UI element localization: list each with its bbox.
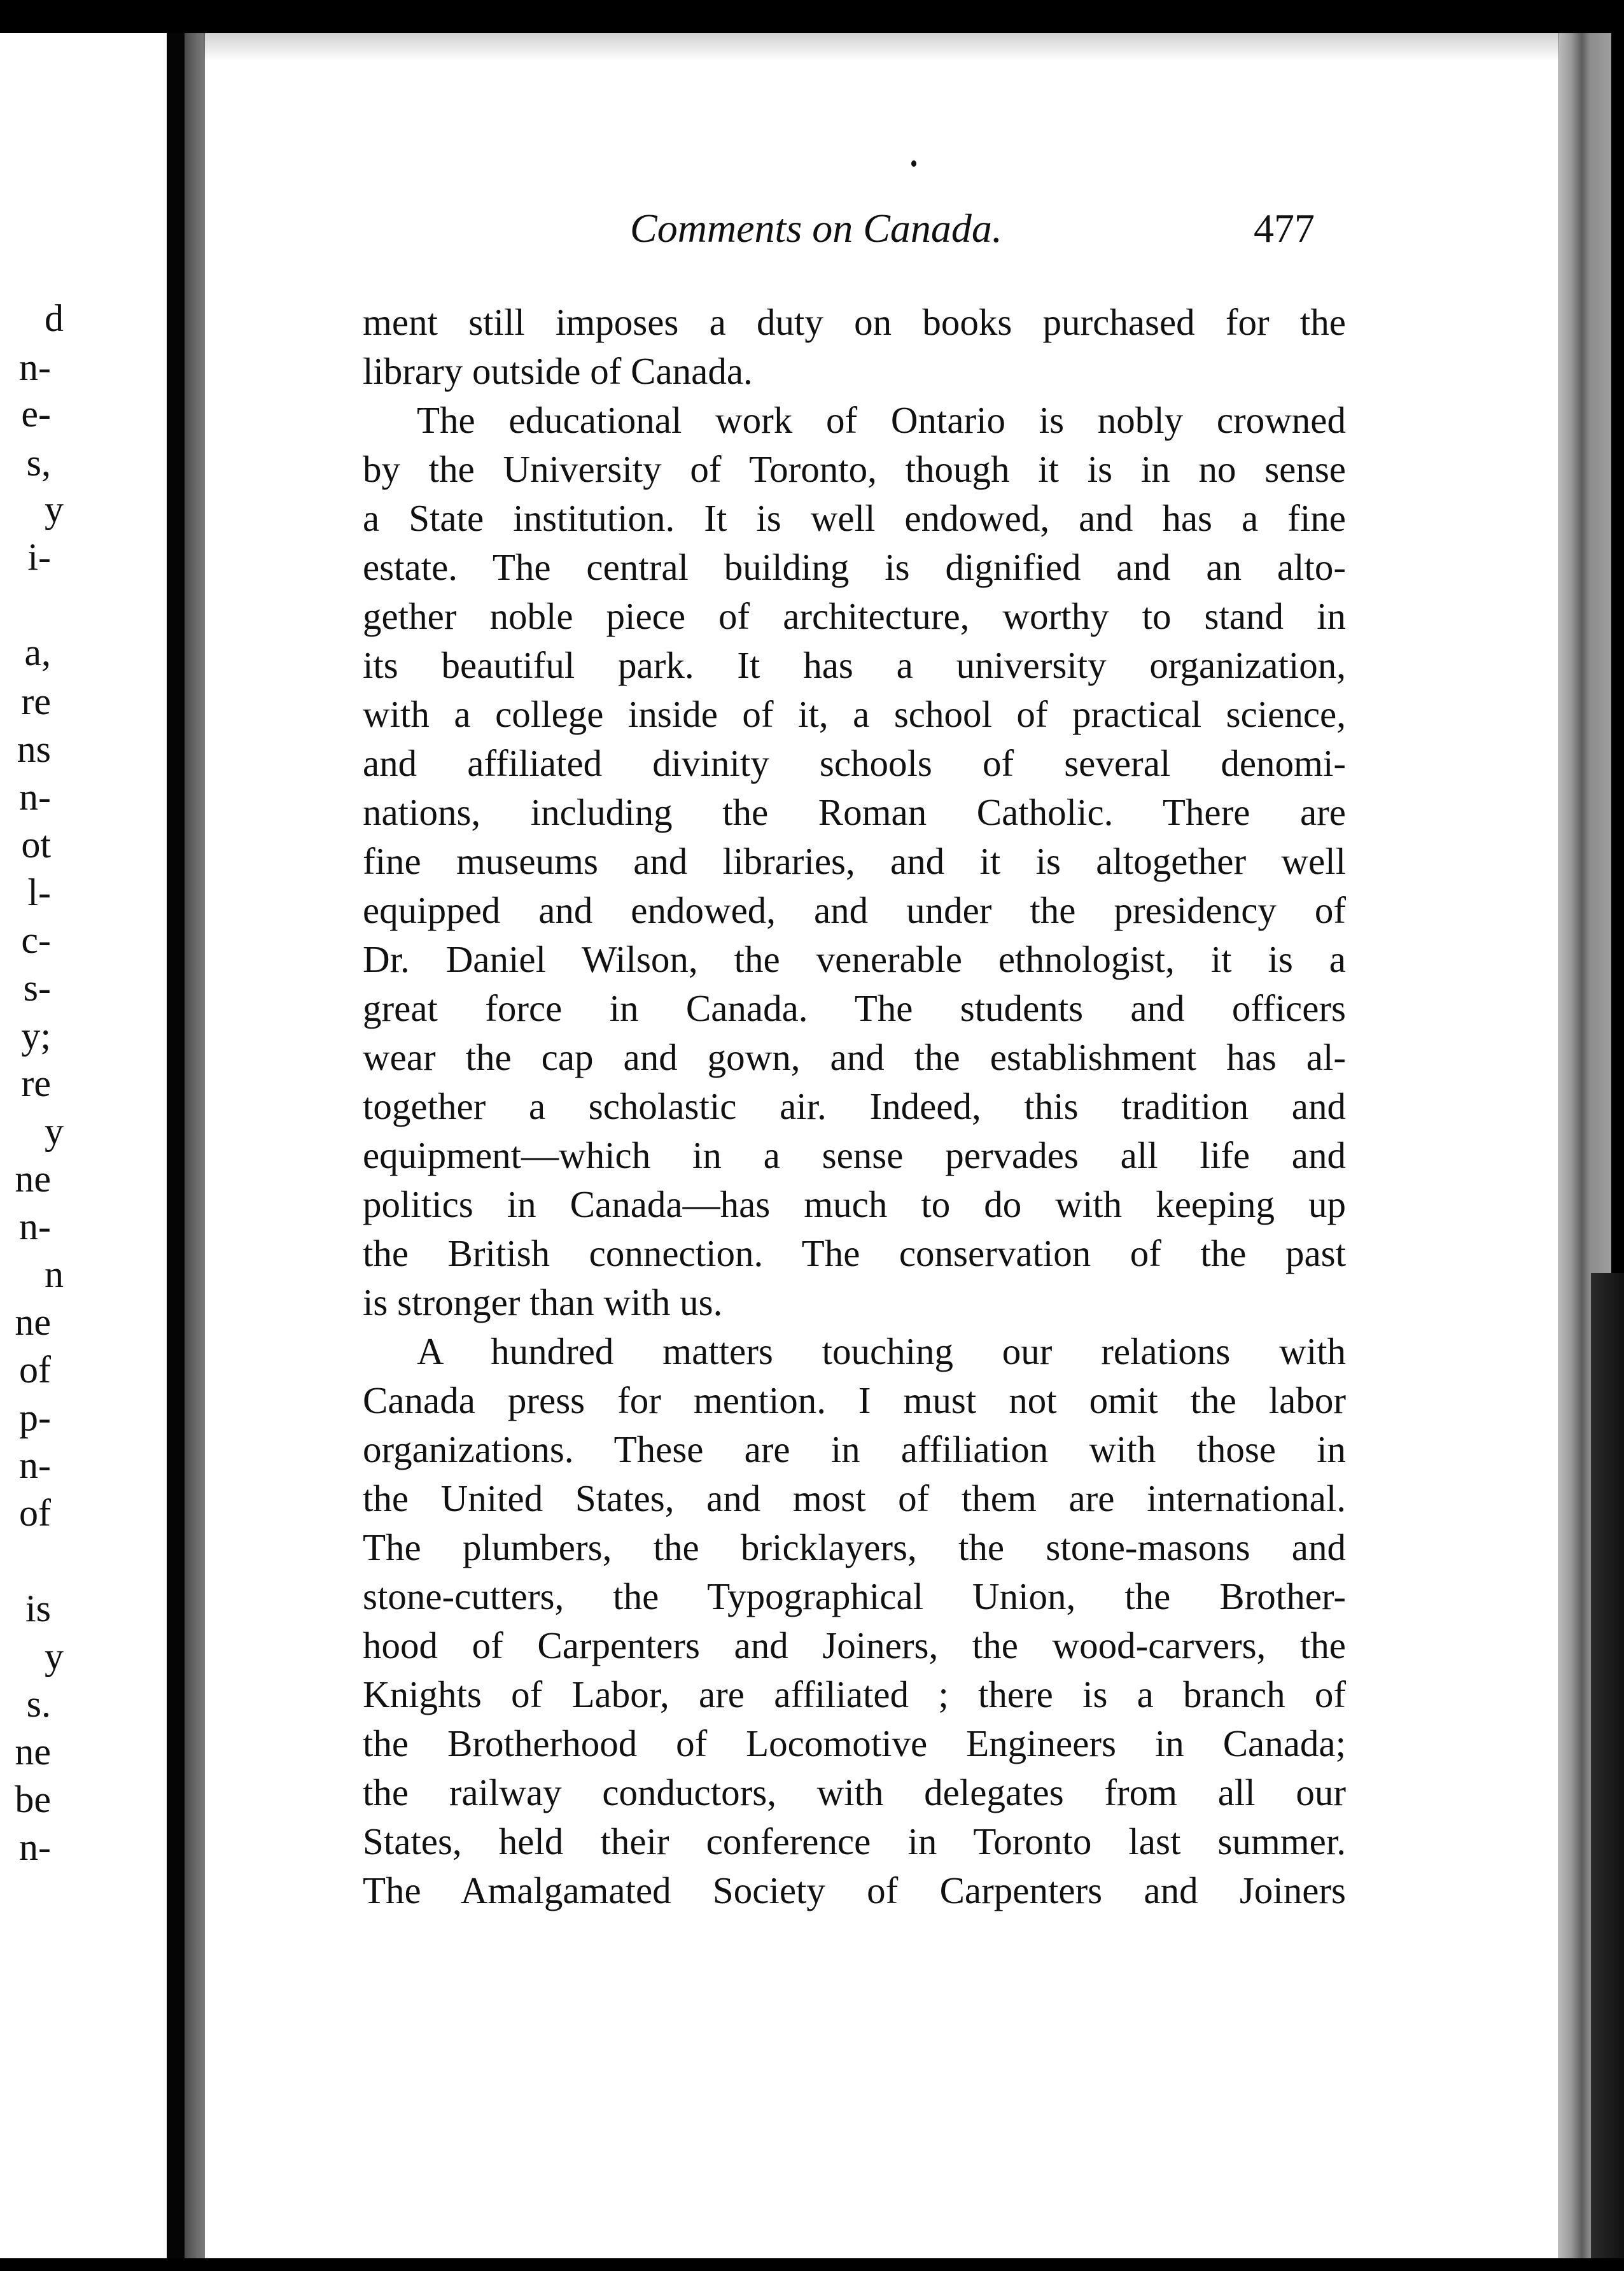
text-line: great force in Canada. The students and officers <box>363 987 1346 1029</box>
text-line: with a college inside of it, a school of practical science, <box>363 693 1346 735</box>
previous-page-line-ending: of <box>19 1492 51 1534</box>
text-line: estate. The central building is dignified and an alto- <box>363 546 1346 588</box>
previous-page-fragment <box>0 28 171 2262</box>
previous-page-line-ending: ns <box>17 728 51 770</box>
text-line: Dr. Daniel Wilson, the venerable ethnologist, it is a <box>363 938 1346 980</box>
previous-page-line-ending: d <box>45 297 64 339</box>
running-head <box>630 205 1330 262</box>
text-line: its beautiful park. It has a university organization, <box>363 644 1346 686</box>
previous-page-line-ending: s- <box>23 967 51 1009</box>
text-line: The plumbers, the bricklayers, the stone-masons and <box>363 1526 1346 1568</box>
page-edge-shadow <box>1591 1273 1624 2260</box>
previous-page-line-ending: re <box>21 1062 51 1104</box>
text-line: nations, including the Roman Catholic. There are <box>363 791 1346 833</box>
previous-page-line-ending: a, <box>24 631 51 673</box>
scan-top-border <box>0 0 1624 33</box>
text-line: politics in Canada—has much to do with keeping up <box>363 1183 1346 1225</box>
previous-page-line-ending: i- <box>27 536 51 578</box>
text-line: fine museums and libraries, and it is altogether well <box>363 840 1346 882</box>
running-head-title: Comments on Canada. <box>630 206 1002 251</box>
previous-page-line-ending: c- <box>21 919 51 961</box>
text-line: is stronger than with us. <box>363 1281 723 1323</box>
previous-page-line-ending: n- <box>19 776 51 818</box>
previous-page-line-ending: y <box>45 1110 64 1152</box>
text-line: States, held their conference in Toronto last summer. <box>363 1820 1346 1862</box>
text-line: together a scholastic air. Indeed, this tradition and <box>363 1085 1346 1127</box>
text-line: stone-cutters, the Typographical Union, the Brother- <box>363 1575 1346 1617</box>
previous-page-line-ending: ot <box>21 824 51 866</box>
text-line: The Amalgamated Society of Carpenters and Joiners <box>363 1869 1346 1911</box>
text-line: library outside of Canada. <box>363 350 753 392</box>
previous-page-line-ending: ne <box>15 1731 51 1773</box>
previous-page-line-ending: y; <box>21 1015 51 1057</box>
text-line: Knights of Labor, are affiliated ; there is a branch of <box>363 1673 1346 1715</box>
text-line: A hundred matters touching our relations with <box>417 1330 1346 1372</box>
text-line: The educational work of Ontario is nobly crowned <box>417 399 1346 441</box>
previous-page-line-ending: y <box>45 1635 64 1677</box>
previous-page-line-ending: y <box>45 488 64 530</box>
text-line: Canada press for mention. I must not omit the labor <box>363 1379 1346 1421</box>
text-line: the Brotherhood of Locomotive Engineers in Canada; <box>363 1722 1346 1764</box>
previous-page-line-ending: ne <box>15 1301 51 1343</box>
text-line: hood of Carpenters and Joiners, the wood-carvers, the <box>363 1624 1346 1666</box>
previous-page-line-ending: n- <box>19 1826 51 1868</box>
body-text <box>363 298 1346 1915</box>
text-line: gether noble piece of architecture, worthy to stand in <box>363 595 1346 637</box>
text-line: a State institution. It is well endowed, and has a fine <box>363 497 1346 539</box>
text-line: the railway conductors, with delegates from all our <box>363 1771 1346 1813</box>
page-number: 477 <box>1254 206 1315 251</box>
text-line: the United States, and most of them are international. <box>363 1477 1346 1519</box>
previous-page-line-ending: is <box>25 1587 51 1629</box>
scan-speck <box>911 160 916 167</box>
text-line: equipment—which in a sense pervades all life and <box>363 1134 1346 1176</box>
scan-bottom-border <box>0 2258 1624 2271</box>
text-line: equipped and endowed, and under the presidency of <box>363 889 1346 931</box>
previous-page-line-ending: re <box>21 680 51 722</box>
text-line: the British connection. The conservation of the past <box>363 1232 1346 1274</box>
text-line: and affiliated divinity schools of several denomi- <box>363 742 1346 784</box>
text-line: wear the cap and gown, and the establishment has al- <box>363 1036 1346 1078</box>
book-gutter-binding <box>185 25 205 2263</box>
previous-page-line-ending: l- <box>27 871 51 913</box>
previous-page-line-ending: ne <box>15 1158 51 1200</box>
previous-page-line-ending: be <box>15 1778 51 1820</box>
previous-page-line-ending: s, <box>26 442 51 484</box>
previous-page-line-ending: n- <box>19 1206 51 1248</box>
previous-page-line-ending: p- <box>19 1396 51 1438</box>
text-line: by the University of Toronto, though it is in no sense <box>363 448 1346 490</box>
text-line: organizations. These are in affiliation with those in <box>363 1428 1346 1470</box>
previous-page-line-ending: n- <box>19 346 51 388</box>
text-line: ment still imposes a duty on books purchased for the <box>363 301 1346 343</box>
previous-page-line-ending: n- <box>19 1444 51 1486</box>
previous-page-line-ending: of <box>19 1349 51 1391</box>
previous-page-line-ending: n <box>45 1253 64 1295</box>
book-gutter-shadow <box>167 25 186 2263</box>
previous-page-line-ending: e- <box>21 393 51 435</box>
previous-page-line-ending: s. <box>26 1683 51 1725</box>
